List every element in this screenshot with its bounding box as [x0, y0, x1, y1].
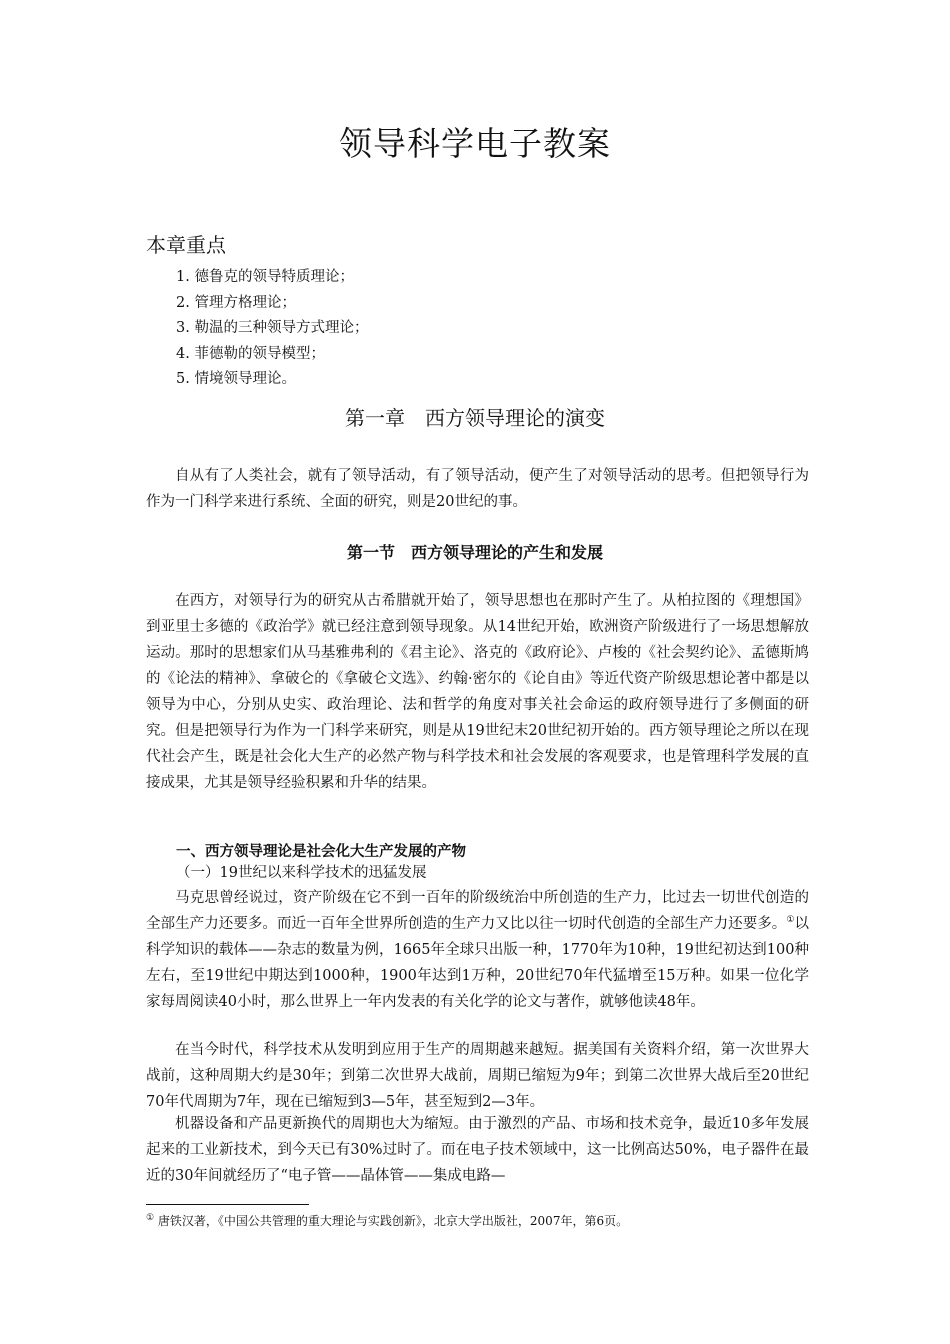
document-title: 领导科学电子教案	[339, 124, 611, 163]
list-item: 1. 德鲁克的领导特质理论；	[176, 269, 354, 285]
key-points-heading: 本章重点	[146, 233, 226, 257]
footnote-marker[interactable]: ①	[786, 915, 795, 926]
section-paragraph: 在西方，对领导行为的研究从古希腊就开始了，领导思想也在那时产生了。从柏拉图的《理想国》到亚里士多德的《政治学》就已经注意到领导现象。从14世纪开始，欧洲资产阶级进行了一场思想解放运动。那时的思想家们从马基雅弗利的《君主论》、洛克的《政府论》、卢梭的《社会契约论》、孟德斯鸠的《论法的精神》、拿破仑的《拿破仑文选》、约翰·密尔的《论自由》等近代资产阶级思想论著中都是以领导为中心，分别从史实、政治理论、法和哲学的角度对事关社会命运的政府领导进行了多侧面的研究。但是把领导行为作为一门科学来研究，则是从19世纪末20世纪初开始的。西方领导理论之所以在现代社会产生，既是社会化大生产的必然产物与科学技术和社会发展的客观要求，也是管理科学发展的直接成果，尤其是领导经验积累和升华的结果。	[146, 593, 809, 791]
paragraph-machine: 机器设备和产品更新换代的周期也大为缩短。由于激烈的产品、市场和技术竞争，最近10多年发展起来的工业新技术，到今天已有30%过时了。而在电子技术领域中，这一比例高达50%，电子器件在最近的30年间就经历了“电子管——晶体管——集成电路—	[146, 1116, 809, 1184]
paragraph-marx-part1: 马克思曾经说过，资产阶级在它不到一百年的阶级统治中所创造的生产力，比过去一切世代创造的全部生产力还要多。而近一百年全世界所创造的生产力又比以往一切时代创造的全部生产力还要多。	[146, 890, 809, 932]
footnote-divider	[146, 1204, 309, 1205]
list-item: 4. 菲德勒的领导模型；	[176, 345, 325, 362]
footnote-ref: ①	[146, 1213, 155, 1223]
paragraph-marx	[146, 885, 809, 1015]
sub-sub-heading: （一）19世纪以来科学技术的迅猛发展	[176, 865, 427, 881]
chapter-title: 第一章 西方领导理论的演变	[345, 406, 605, 430]
paragraph-marx-part2: 以科学知识的载体——杂志的数量为例，1665年全球只出版一种，1770年为10种，19世纪初达到100种左右，至19世纪中期达到1000种，1900年达到1万种，20世纪70年代猛增至15万种。如果一位化学家每周阅读40小时，那么世界上一年内发表的有关化学的论文与著作，就够他读48年。	[146, 916, 809, 1010]
paragraph-cycle: 在当今时代，科学技术从发明到应用于生产的周期越来越短。据美国有关资料介绍，第一次世界大战前，这种周期大约是30年；到第二次世界大战前，周期已缩短为9年；到第二次世界大战后至20世纪70年代周期为7年，现在已缩短到3—5年，甚至短到2—3年。	[146, 1042, 809, 1110]
list-item: 3. 勒温的三种领导方式理论；	[176, 320, 369, 336]
key-points-list	[176, 265, 368, 393]
intro-paragraph: 自从有了人类社会，就有了领导活动，有了领导活动，便产生了对领导活动的思考。但把领导行为作为一门科学来进行系统、全面的研究，则是20世纪的事。	[146, 468, 809, 510]
footnote	[146, 1212, 628, 1229]
list-item: 5. 情境领导理论。	[176, 371, 296, 387]
section-title: 第一节 西方领导理论的产生和发展	[346, 543, 603, 562]
footnote-text: 唐铁汉著，《中国公共管理的重大理论与实践创新》，北京大学出版社，2007年，第6页。	[157, 1214, 629, 1228]
list-item: 2. 管理方格理论；	[176, 294, 296, 311]
sub-heading: 一、西方领导理论是社会化大生产发展的产物	[176, 844, 466, 860]
